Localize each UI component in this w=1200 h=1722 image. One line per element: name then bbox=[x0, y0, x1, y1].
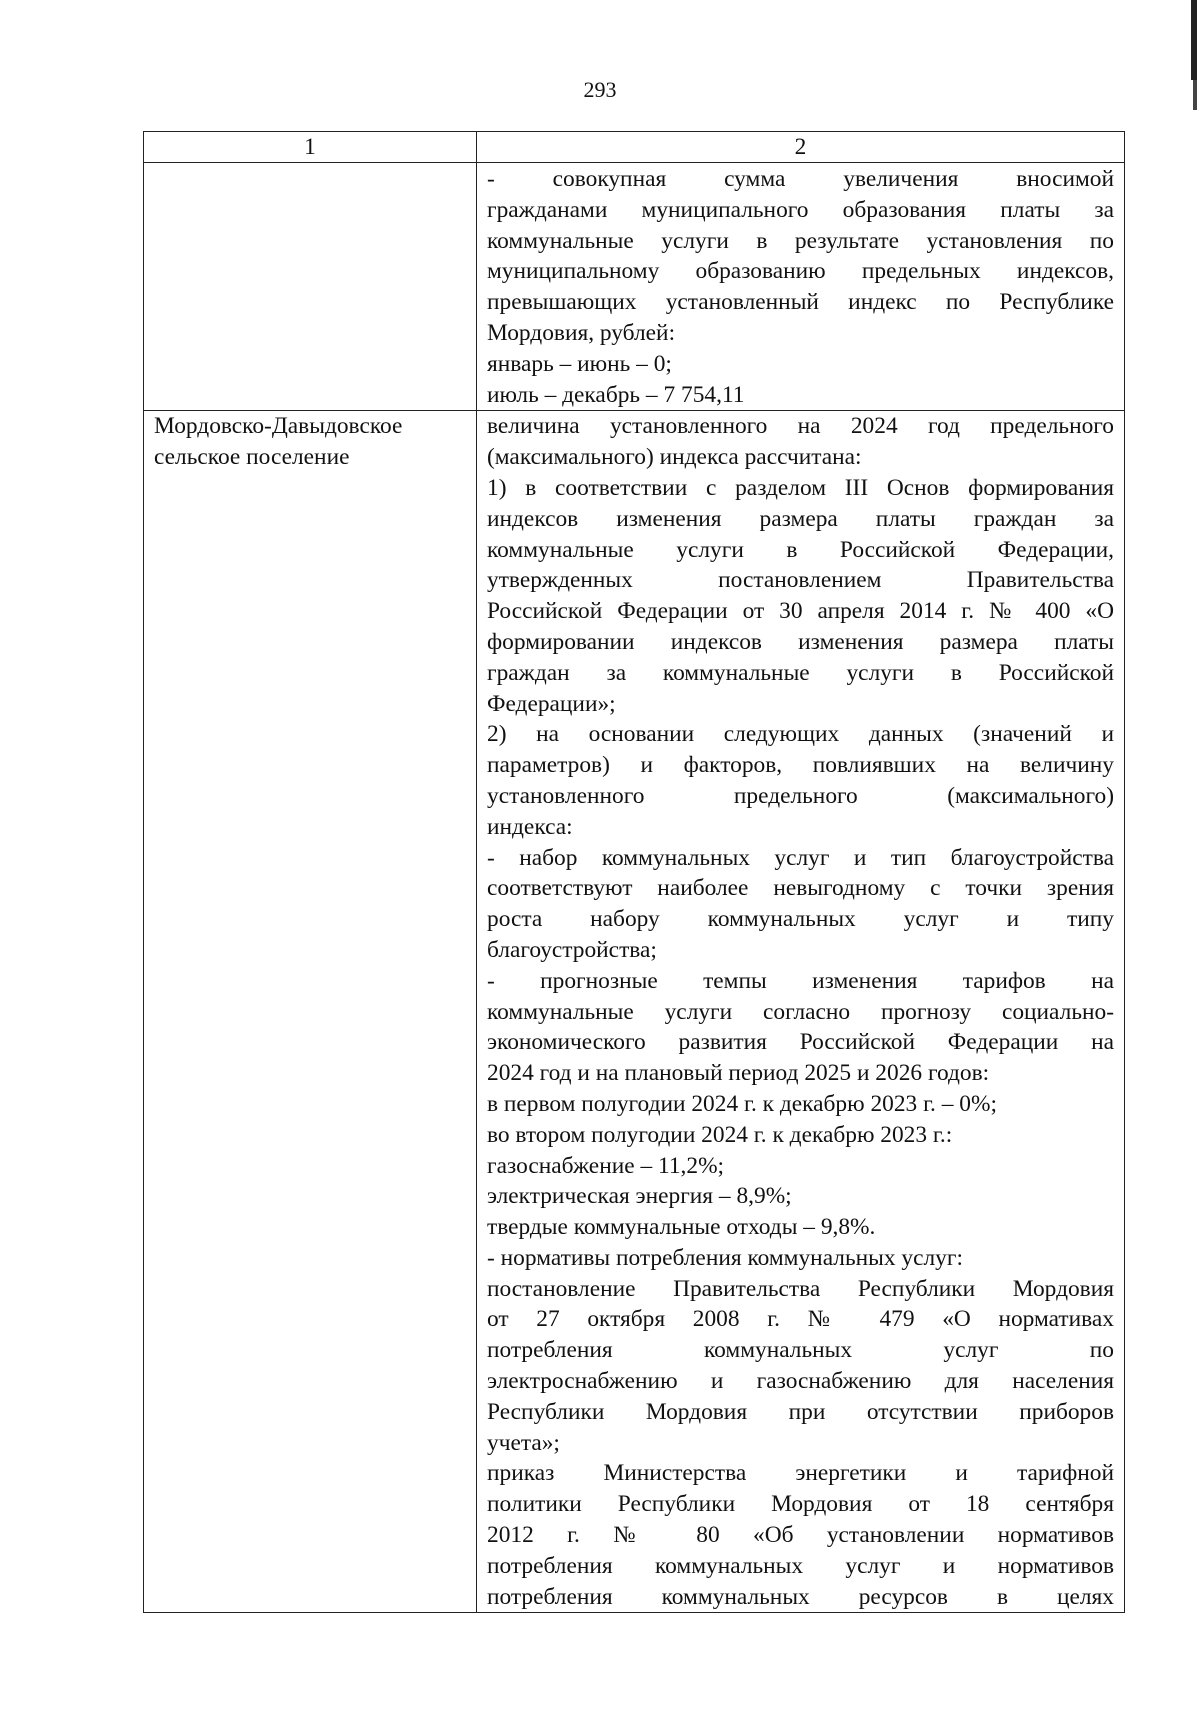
text-line: потребления коммунальных услуг и нормативов bbox=[487, 1552, 1114, 1579]
text-line: 1) в соответствии с разделом III Основ формирования bbox=[487, 474, 1114, 501]
table-row bbox=[144, 163, 1125, 411]
scan-edge-mark bbox=[1191, 0, 1197, 80]
text-line: 2012 г. № 80 «Об установлении нормативов bbox=[487, 1522, 1114, 1549]
municipality-cell bbox=[144, 411, 477, 1613]
text-line: гражданами муниципального образования платы за bbox=[487, 196, 1114, 223]
text-line: газоснабжение – 11,2%; bbox=[487, 1152, 725, 1179]
text-line: благоустройства; bbox=[487, 936, 657, 963]
text-line: муниципальному образованию предельных индексов, bbox=[487, 258, 1114, 285]
text-line: коммунальные услуги согласно прогнозу социально- bbox=[487, 998, 1114, 1025]
text-line: - набор коммунальных услуг и тип благоустройства bbox=[487, 844, 1114, 871]
text-line: экономического развития Российской Федерации на bbox=[487, 1029, 1114, 1056]
text-line: утвержденных постановлением Правительства bbox=[487, 567, 1114, 594]
text-line: 2024 год и на плановый период 2025 и 2026 годов: bbox=[487, 1060, 990, 1087]
text-line: в первом полугодии 2024 г. к декабрю 2023 г. – 0%; bbox=[487, 1090, 997, 1117]
column-number-1: 1 bbox=[144, 132, 477, 163]
text-line: - прогнозные темпы изменения тарифов на bbox=[487, 967, 1114, 994]
page-number: 293 bbox=[583, 77, 617, 102]
text-line: Российской Федерации от 30 апреля 2014 г. № 400 «О bbox=[487, 598, 1114, 625]
text-line: электроснабжению и газоснабжению для населения bbox=[487, 1368, 1114, 1395]
text-line: 2) на основании следующих данных (значений и bbox=[487, 721, 1114, 748]
text-line: во втором полугодии 2024 г. к декабрю 2023 г.: bbox=[487, 1121, 953, 1148]
text-line: - совокупная сумма увеличения вносимой bbox=[487, 166, 1114, 192]
text-line: коммунальные услуги в Российской Федерации, bbox=[487, 536, 1114, 563]
text-line: от 27 октября 2008 г. № 479 «О нормативах bbox=[487, 1306, 1114, 1333]
text-line: соответствуют наиболее невыгодному с точки зрения bbox=[487, 875, 1114, 902]
table-header-row bbox=[144, 132, 1125, 163]
municipality-cell-empty bbox=[144, 163, 477, 411]
column-number-2: 2 bbox=[477, 132, 1125, 163]
text-line: (максимального) индекса рассчитана: bbox=[487, 444, 862, 471]
document-table bbox=[143, 131, 1125, 1613]
text-line: формировании индексов изменения размера платы bbox=[487, 628, 1114, 655]
text-line: коммунальные услуги в результате установления по bbox=[487, 227, 1114, 254]
text-line: - нормативы потребления коммунальных услуг: bbox=[487, 1244, 963, 1271]
description-cell bbox=[477, 411, 1125, 1613]
text-line: постановление Правительства Республики Мордовия bbox=[487, 1275, 1114, 1302]
text-line: установленного предельного (максимального) bbox=[487, 782, 1114, 809]
text-line: индекса: bbox=[487, 813, 573, 840]
text-line: потребления коммунальных услуг по bbox=[487, 1337, 1114, 1364]
description-cell bbox=[477, 163, 1125, 411]
table-row bbox=[144, 411, 1125, 1613]
text-line: учета»; bbox=[487, 1429, 560, 1456]
text-line: июль – декабрь – 7 754,11 bbox=[487, 381, 745, 408]
municipality-name-line: Мордовско-Давыдовское bbox=[154, 413, 403, 440]
text-line: Мордовия, рублей: bbox=[487, 319, 676, 346]
text-line: Республики Мордовия при отсутствии приборов bbox=[487, 1398, 1114, 1425]
text-line: политики Республики Мордовия от 18 сентября bbox=[487, 1491, 1114, 1518]
text-line: роста набору коммунальных услуг и типу bbox=[487, 906, 1114, 933]
text-line: индексов изменения размера платы граждан за bbox=[487, 505, 1114, 532]
text-line: январь – июнь – 0; bbox=[487, 350, 672, 377]
text-line: Федерации»; bbox=[487, 690, 616, 717]
text-line: граждан за коммунальные услуги в Российской bbox=[487, 659, 1114, 686]
text-line: потребления коммунальных ресурсов в целях bbox=[487, 1583, 1114, 1610]
text-line: электрическая энергия – 8,9%; bbox=[487, 1183, 792, 1210]
text-line: параметров) и факторов, повлиявших на величину bbox=[487, 752, 1114, 779]
text-line: приказ Министерства энергетики и тарифной bbox=[487, 1460, 1114, 1487]
text-line: величина установленного на 2024 год предельного bbox=[487, 413, 1114, 440]
municipality-name-line: сельское поселение bbox=[154, 444, 350, 471]
text-line: превышающих установленный индекс по Республике bbox=[487, 289, 1114, 316]
text-line: твердые коммунальные отходы – 9,8%. bbox=[487, 1214, 876, 1241]
